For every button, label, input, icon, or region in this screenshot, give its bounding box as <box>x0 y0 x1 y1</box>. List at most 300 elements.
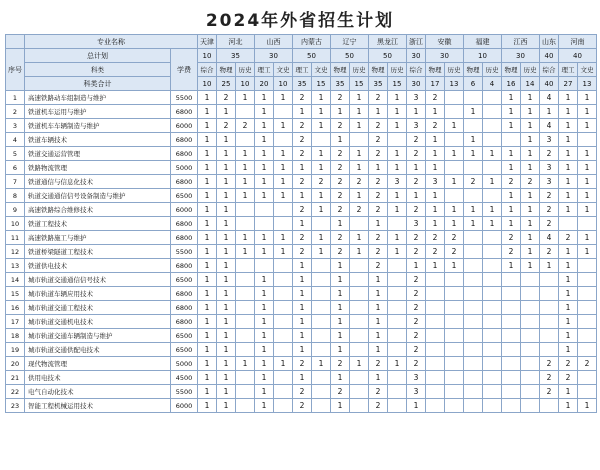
row-plan-value: 1 <box>312 203 331 217</box>
row-plan-value: 2 <box>445 245 464 259</box>
row-fee: 6500 <box>171 343 198 357</box>
row-plan-value <box>426 273 445 287</box>
row-seq: 17 <box>6 315 25 329</box>
header-subject-type: 理工 <box>255 63 274 77</box>
row-major-name: 高速铁路动车组制造与维护 <box>25 91 171 105</box>
row-plan-value: 1 <box>293 371 312 385</box>
header-subject-type: 物理 <box>369 63 388 77</box>
row-plan-value: 1 <box>312 119 331 133</box>
row-seq: 4 <box>6 133 25 147</box>
row-plan-value <box>521 343 540 357</box>
row-plan-value <box>578 273 597 287</box>
row-plan-value: 1 <box>578 189 597 203</box>
header-province-total: 10 <box>464 49 502 63</box>
row-plan-value <box>483 119 502 133</box>
header-subject-type: 历史 <box>483 63 502 77</box>
row-plan-value <box>502 385 521 399</box>
row-major-name: 城市轨道交通车辆制造与维护 <box>25 329 171 343</box>
row-seq: 2 <box>6 105 25 119</box>
row-plan-value: 2 <box>369 245 388 259</box>
row-plan-value: 1 <box>236 231 255 245</box>
row-plan-value <box>274 273 293 287</box>
header-total-plan: 总计划 <box>25 49 171 63</box>
row-plan-value: 1 <box>559 175 578 189</box>
row-plan-value: 1 <box>236 245 255 259</box>
row-major-name: 高速铁路施工与维护 <box>25 231 171 245</box>
row-plan-value <box>388 315 407 329</box>
row-plan-value: 2 <box>464 175 483 189</box>
row-plan-value <box>502 315 521 329</box>
header-subject-count: 16 <box>502 77 521 91</box>
header-province-total: 35 <box>217 49 255 63</box>
row-plan-value: 2 <box>540 147 559 161</box>
header-province-total: 30 <box>426 49 464 63</box>
row-plan-value: 1 <box>369 301 388 315</box>
row-plan-value: 1 <box>388 245 407 259</box>
row-plan-value <box>236 399 255 413</box>
row-plan-value <box>464 119 483 133</box>
row-plan-value <box>483 329 502 343</box>
row-fee: 5500 <box>171 91 198 105</box>
row-plan-value: 1 <box>350 357 369 371</box>
row-plan-value: 1 <box>445 259 464 273</box>
enrollment-plan-table <box>5 34 597 413</box>
row-fee: 6000 <box>171 119 198 133</box>
row-plan-value <box>350 273 369 287</box>
row-plan-value: 1 <box>236 147 255 161</box>
row-plan-value: 1 <box>578 147 597 161</box>
table-row <box>6 385 597 399</box>
row-plan-value <box>483 245 502 259</box>
row-plan-value: 1 <box>502 147 521 161</box>
row-plan-value <box>483 161 502 175</box>
row-plan-value <box>312 259 331 273</box>
row-major-name: 城市轨道交通机电技术 <box>25 315 171 329</box>
header-province-total: 50 <box>293 49 331 63</box>
row-plan-value <box>502 399 521 413</box>
row-plan-value: 1 <box>559 245 578 259</box>
row-plan-value <box>483 259 502 273</box>
row-plan-value: 1 <box>255 399 274 413</box>
row-plan-value: 2 <box>293 385 312 399</box>
row-plan-value <box>540 301 559 315</box>
row-major-name: 城市轨道交通工程技术 <box>25 301 171 315</box>
row-plan-value: 1 <box>217 371 236 385</box>
row-seq: 6 <box>6 161 25 175</box>
row-plan-value: 1 <box>350 161 369 175</box>
row-plan-value <box>464 245 483 259</box>
row-plan-value: 1 <box>350 189 369 203</box>
row-plan-value <box>274 315 293 329</box>
row-plan-value: 2 <box>540 245 559 259</box>
row-fee: 6800 <box>171 287 198 301</box>
header-province-total: 30 <box>502 49 540 63</box>
row-plan-value: 1 <box>255 287 274 301</box>
row-seq: 8 <box>6 189 25 203</box>
row-plan-value: 1 <box>559 161 578 175</box>
row-plan-value: 1 <box>369 273 388 287</box>
table-row <box>6 105 597 119</box>
row-plan-value: 1 <box>483 203 502 217</box>
header-row-province <box>6 35 597 49</box>
row-plan-value: 1 <box>198 119 217 133</box>
row-plan-value: 1 <box>312 189 331 203</box>
row-plan-value: 1 <box>217 259 236 273</box>
row-plan-value <box>464 189 483 203</box>
row-seq: 3 <box>6 119 25 133</box>
table-row <box>6 399 597 413</box>
row-plan-value: 2 <box>331 245 350 259</box>
row-plan-value: 1 <box>559 203 578 217</box>
row-plan-value: 1 <box>293 287 312 301</box>
row-plan-value: 2 <box>293 231 312 245</box>
row-plan-value <box>388 133 407 147</box>
row-plan-value: 1 <box>198 287 217 301</box>
row-plan-value: 1 <box>350 105 369 119</box>
row-plan-value: 1 <box>388 119 407 133</box>
row-plan-value: 1 <box>217 287 236 301</box>
row-plan-value <box>274 329 293 343</box>
row-plan-value <box>255 217 274 231</box>
row-plan-value <box>502 343 521 357</box>
row-plan-value <box>274 287 293 301</box>
header-province-name: 河北 <box>217 35 255 49</box>
row-plan-value: 1 <box>198 175 217 189</box>
row-plan-value: 1 <box>521 105 540 119</box>
row-plan-value <box>483 385 502 399</box>
row-plan-value <box>464 161 483 175</box>
header-subject-count: 10 <box>198 77 217 91</box>
row-fee: 6500 <box>171 329 198 343</box>
row-plan-value: 1 <box>502 161 521 175</box>
row-plan-value <box>350 133 369 147</box>
row-fee: 6800 <box>171 259 198 273</box>
row-major-name: 供用电技术 <box>25 371 171 385</box>
row-plan-value: 1 <box>350 119 369 133</box>
row-plan-value: 2 <box>407 329 426 343</box>
row-plan-value: 1 <box>312 231 331 245</box>
row-plan-value: 1 <box>578 105 597 119</box>
row-plan-value: 2 <box>407 147 426 161</box>
header-province-name: 辽宁 <box>331 35 369 49</box>
row-plan-value <box>350 343 369 357</box>
header-subject-count: 10 <box>274 77 293 91</box>
row-major-name: 城市轨道交通通信信号技术 <box>25 273 171 287</box>
header-major: 专业名称 <box>25 35 198 49</box>
row-major-name: 铁道机车车辆制造与维护 <box>25 119 171 133</box>
row-plan-value: 3 <box>426 175 445 189</box>
row-plan-value: 1 <box>502 259 521 273</box>
row-plan-value: 2 <box>236 119 255 133</box>
row-plan-value: 1 <box>217 161 236 175</box>
row-plan-value <box>388 385 407 399</box>
row-seq: 12 <box>6 245 25 259</box>
row-plan-value <box>445 273 464 287</box>
row-plan-value: 2 <box>502 245 521 259</box>
row-plan-value <box>426 329 445 343</box>
row-plan-value: 1 <box>331 315 350 329</box>
header-subject-count: 35 <box>293 77 312 91</box>
row-plan-value <box>312 273 331 287</box>
row-plan-value: 1 <box>331 399 350 413</box>
row-plan-value <box>502 133 521 147</box>
row-plan-value: 2 <box>502 231 521 245</box>
header-subject-count: 14 <box>521 77 540 91</box>
row-plan-value: 1 <box>407 399 426 413</box>
row-plan-value: 1 <box>274 231 293 245</box>
row-seq: 21 <box>6 371 25 385</box>
row-plan-value: 1 <box>445 175 464 189</box>
row-plan-value: 2 <box>369 357 388 371</box>
row-major-name: 轨道交通通信信号设备制造与维护 <box>25 189 171 203</box>
row-plan-value: 1 <box>464 133 483 147</box>
row-plan-value: 1 <box>578 203 597 217</box>
header-subject-count: 40 <box>540 77 559 91</box>
header-subject-type: 综合 <box>540 63 559 77</box>
row-plan-value: 1 <box>312 161 331 175</box>
row-plan-value: 1 <box>255 91 274 105</box>
table-row <box>6 273 597 287</box>
row-plan-value: 2 <box>540 217 559 231</box>
row-plan-value <box>483 133 502 147</box>
row-plan-value <box>426 357 445 371</box>
row-plan-value: 2 <box>369 147 388 161</box>
row-plan-value: 1 <box>217 203 236 217</box>
row-plan-value: 1 <box>426 217 445 231</box>
row-fee: 6800 <box>171 315 198 329</box>
row-plan-value: 1 <box>559 385 578 399</box>
row-fee: 5500 <box>171 245 198 259</box>
row-plan-value: 2 <box>426 91 445 105</box>
row-seq: 10 <box>6 217 25 231</box>
row-plan-value: 1 <box>217 399 236 413</box>
row-plan-value <box>312 399 331 413</box>
row-plan-value <box>445 343 464 357</box>
row-plan-value: 1 <box>255 133 274 147</box>
header-province-name: 浙江 <box>407 35 426 49</box>
row-plan-value: 1 <box>255 119 274 133</box>
row-plan-value <box>578 287 597 301</box>
row-plan-value <box>312 287 331 301</box>
row-plan-value: 1 <box>331 273 350 287</box>
row-plan-value: 1 <box>198 329 217 343</box>
row-plan-value: 1 <box>464 203 483 217</box>
row-plan-value: 1 <box>198 315 217 329</box>
row-plan-value: 1 <box>255 147 274 161</box>
row-plan-value <box>464 329 483 343</box>
row-plan-value <box>350 217 369 231</box>
row-plan-value: 2 <box>369 231 388 245</box>
row-plan-value: 1 <box>559 105 578 119</box>
row-plan-value: 4 <box>540 119 559 133</box>
row-plan-value <box>350 301 369 315</box>
row-plan-value: 1 <box>312 357 331 371</box>
row-plan-value: 1 <box>388 357 407 371</box>
row-plan-value: 1 <box>255 301 274 315</box>
header-seq: 序号 <box>6 49 25 91</box>
row-plan-value: 1 <box>369 343 388 357</box>
row-major-name: 智能工程机械运用技术 <box>25 399 171 413</box>
row-plan-value: 1 <box>502 119 521 133</box>
row-plan-value: 1 <box>293 343 312 357</box>
row-plan-value: 1 <box>293 315 312 329</box>
header-province-name: 山东 <box>540 35 559 49</box>
row-plan-value: 1 <box>255 105 274 119</box>
row-plan-value: 1 <box>578 161 597 175</box>
row-plan-value: 3 <box>388 175 407 189</box>
row-plan-value: 1 <box>217 315 236 329</box>
table-row <box>6 357 597 371</box>
row-plan-value: 4 <box>540 91 559 105</box>
row-plan-value <box>236 203 255 217</box>
row-plan-value <box>350 315 369 329</box>
table-row <box>6 189 597 203</box>
row-plan-value <box>236 385 255 399</box>
row-plan-value: 1 <box>369 287 388 301</box>
row-plan-value <box>426 399 445 413</box>
row-plan-value: 1 <box>578 245 597 259</box>
row-major-name: 城市轨道车辆应用技术 <box>25 287 171 301</box>
header-subject-count: 35 <box>331 77 350 91</box>
row-plan-value: 1 <box>521 217 540 231</box>
row-plan-value <box>236 371 255 385</box>
row-plan-value: 1 <box>198 357 217 371</box>
row-major-name: 铁道通信与信息化技术 <box>25 175 171 189</box>
row-plan-value <box>483 189 502 203</box>
row-plan-value: 1 <box>407 259 426 273</box>
row-plan-value: 1 <box>407 161 426 175</box>
header-subject-count: 20 <box>255 77 274 91</box>
row-plan-value <box>483 287 502 301</box>
row-plan-value: 1 <box>559 301 578 315</box>
row-plan-value <box>445 189 464 203</box>
row-plan-value <box>578 133 597 147</box>
row-plan-value: 3 <box>540 133 559 147</box>
row-plan-value <box>445 133 464 147</box>
row-plan-value: 1 <box>312 147 331 161</box>
row-fee: 6800 <box>171 147 198 161</box>
row-plan-value: 3 <box>407 119 426 133</box>
row-fee: 6800 <box>171 231 198 245</box>
row-major-name: 铁道桥梁隧道工程技术 <box>25 245 171 259</box>
row-plan-value: 1 <box>331 259 350 273</box>
header-province-name: 福建 <box>464 35 502 49</box>
row-plan-value <box>236 315 255 329</box>
row-plan-value <box>312 343 331 357</box>
row-plan-value: 1 <box>198 217 217 231</box>
row-plan-value: 1 <box>217 105 236 119</box>
header-subject-count: 35 <box>369 77 388 91</box>
row-plan-value: 2 <box>331 203 350 217</box>
row-plan-value <box>274 259 293 273</box>
row-major-name: 铁道工程技术 <box>25 217 171 231</box>
row-plan-value <box>464 231 483 245</box>
row-plan-value: 1 <box>502 105 521 119</box>
row-plan-value <box>578 385 597 399</box>
row-plan-value: 1 <box>217 133 236 147</box>
row-plan-value: 1 <box>369 371 388 385</box>
row-major-name: 铁道交通运营管理 <box>25 147 171 161</box>
row-plan-value: 1 <box>274 91 293 105</box>
table-row <box>6 203 597 217</box>
row-plan-value: 1 <box>217 385 236 399</box>
row-plan-value <box>236 343 255 357</box>
header-subject-type: 文史 <box>312 63 331 77</box>
row-plan-value: 1 <box>559 189 578 203</box>
row-plan-value <box>483 371 502 385</box>
header-fee: 学费 <box>171 49 198 91</box>
row-seq: 22 <box>6 385 25 399</box>
row-plan-value <box>350 287 369 301</box>
table-row <box>6 119 597 133</box>
header-province-total: 30 <box>407 49 426 63</box>
row-plan-value: 2 <box>331 147 350 161</box>
header-subject-count: 13 <box>578 77 597 91</box>
row-plan-value: 1 <box>255 343 274 357</box>
row-seq: 15 <box>6 287 25 301</box>
row-plan-value: 1 <box>293 189 312 203</box>
row-plan-value <box>540 399 559 413</box>
row-plan-value: 1 <box>559 91 578 105</box>
row-plan-value <box>236 217 255 231</box>
row-plan-value: 1 <box>388 231 407 245</box>
row-plan-value: 3 <box>407 91 426 105</box>
table-row <box>6 287 597 301</box>
row-plan-value: 1 <box>521 133 540 147</box>
header-subject-type: 历史 <box>445 63 464 77</box>
row-plan-value: 1 <box>217 301 236 315</box>
row-plan-value <box>445 399 464 413</box>
header-subject-total: 科类合计 <box>25 77 171 91</box>
row-plan-value: 2 <box>369 399 388 413</box>
row-plan-value: 1 <box>369 161 388 175</box>
row-plan-value: 1 <box>312 91 331 105</box>
row-plan-value: 2 <box>407 273 426 287</box>
row-plan-value: 2 <box>331 231 350 245</box>
row-plan-value: 1 <box>426 259 445 273</box>
row-plan-value: 1 <box>274 161 293 175</box>
row-plan-value <box>502 301 521 315</box>
row-plan-value <box>483 105 502 119</box>
row-plan-value: 1 <box>293 301 312 315</box>
row-seq: 5 <box>6 147 25 161</box>
row-seq: 18 <box>6 329 25 343</box>
row-fee: 6800 <box>171 301 198 315</box>
row-plan-value: 1 <box>255 189 274 203</box>
row-plan-value: 1 <box>350 231 369 245</box>
header-province-name: 内蒙古 <box>293 35 331 49</box>
row-plan-value: 1 <box>521 161 540 175</box>
header-subject-type: 历史 <box>388 63 407 77</box>
row-plan-value: 2 <box>407 287 426 301</box>
row-plan-value <box>312 133 331 147</box>
row-plan-value <box>540 273 559 287</box>
row-plan-value: 1 <box>426 105 445 119</box>
header-subject-type: 文史 <box>578 63 597 77</box>
row-plan-value: 1 <box>350 245 369 259</box>
row-plan-value: 2 <box>369 175 388 189</box>
header-province-total: 40 <box>559 49 597 63</box>
row-plan-value: 1 <box>198 161 217 175</box>
row-seq: 7 <box>6 175 25 189</box>
row-plan-value <box>483 399 502 413</box>
row-plan-value: 1 <box>578 399 597 413</box>
row-plan-value <box>236 259 255 273</box>
row-plan-value <box>445 371 464 385</box>
row-plan-value: 2 <box>331 385 350 399</box>
row-plan-value: 1 <box>198 91 217 105</box>
row-plan-value: 1 <box>426 147 445 161</box>
